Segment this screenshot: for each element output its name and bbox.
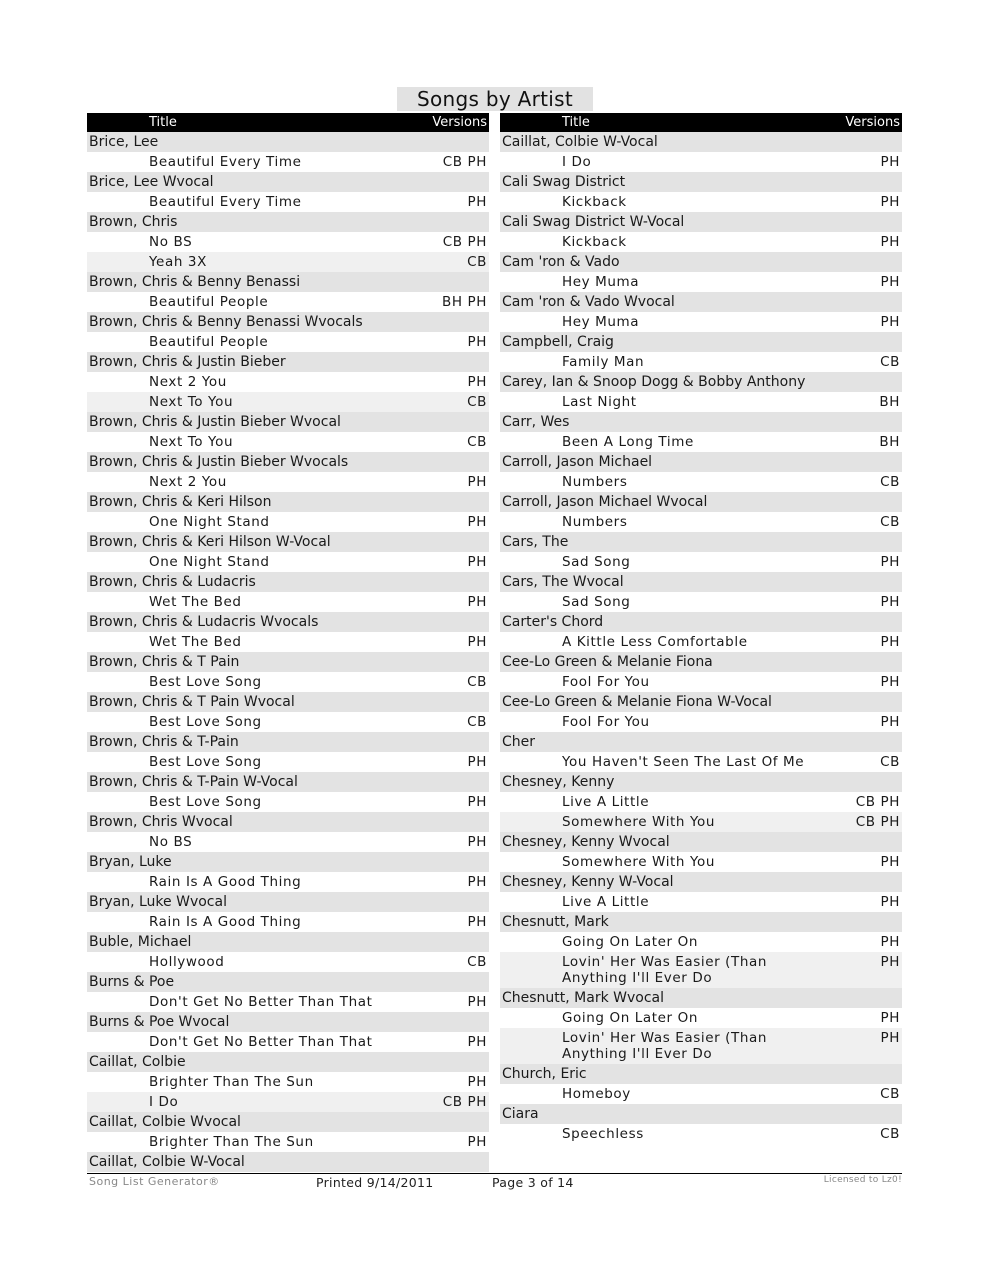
artist-row: Brown, Chris & Keri Hilson	[87, 492, 489, 512]
artist-row: Brown, Chris & Ludacris	[87, 572, 489, 592]
song-row	[87, 472, 489, 492]
artist-row: Caillat, Colbie W-Vocal	[87, 1152, 489, 1172]
song-versions: PH	[467, 334, 487, 350]
song-title: Kickback	[562, 194, 627, 210]
song-title: Beautiful Every Time	[149, 194, 302, 210]
song-row	[87, 672, 489, 692]
song-row	[500, 312, 902, 332]
song-title: Lovin' Her Was Easier (Than Anything I'll Ever Do	[562, 954, 768, 986]
artist-row: Chesney, Kenny W-Vocal	[500, 872, 902, 892]
song-versions: PH	[880, 554, 900, 570]
artist-row: Chesnutt, Mark Wvocal	[500, 988, 902, 1008]
song-versions: PH	[467, 554, 487, 570]
song-row	[500, 852, 902, 872]
song-title: Rain Is A Good Thing	[149, 914, 302, 930]
song-title: Best Love Song	[149, 794, 262, 810]
song-row	[87, 632, 489, 652]
song-row	[87, 792, 489, 812]
song-versions: PH	[467, 754, 487, 770]
song-row	[500, 592, 902, 612]
song-versions: CB	[880, 1086, 900, 1102]
song-versions: PH	[880, 594, 900, 610]
song-title: Wet The Bed	[149, 594, 242, 610]
artist-row: Cee-Lo Green & Melanie Fiona	[500, 652, 902, 672]
song-row	[87, 712, 489, 732]
song-versions: PH	[880, 1030, 900, 1046]
song-row	[87, 232, 489, 252]
song-row	[87, 592, 489, 612]
song-row	[87, 1032, 489, 1052]
song-versions: BH	[879, 394, 900, 410]
artist-row: Brown, Chris & T-Pain	[87, 732, 489, 752]
song-row	[87, 832, 489, 852]
song-row	[87, 1092, 489, 1112]
artist-row: Burns & Poe Wvocal	[87, 1012, 489, 1032]
artist-row: Bryan, Luke Wvocal	[87, 892, 489, 912]
song-title: Don't Get No Better Than That	[149, 1034, 373, 1050]
song-row	[87, 1072, 489, 1092]
song-versions: PH	[467, 874, 487, 890]
artist-row: Brown, Chris & Justin Bieber	[87, 352, 489, 372]
song-row	[87, 912, 489, 932]
song-title: Lovin' Her Was Easier (Than Anything I'll Ever Do	[562, 1030, 768, 1062]
right-column	[500, 113, 902, 1144]
song-title: Kickback	[562, 234, 627, 250]
song-versions: CB	[880, 514, 900, 530]
song-title: Been A Long Time	[562, 434, 694, 450]
artist-row: Caillat, Colbie	[87, 1052, 489, 1072]
song-title: Next 2 You	[149, 374, 227, 390]
artist-row: Cher	[500, 732, 902, 752]
song-title: Don't Get No Better Than That	[149, 994, 373, 1010]
artist-row: Cali Swag District W-Vocal	[500, 212, 902, 232]
artist-row: Brown, Chris & Ludacris Wvocals	[87, 612, 489, 632]
song-list	[87, 132, 489, 1172]
artist-row: Brown, Chris & Benny Benassi Wvocals	[87, 312, 489, 332]
song-versions: CB PH	[855, 814, 900, 830]
artist-row: Cars, The	[500, 532, 902, 552]
artist-row: Brown, Chris & T Pain Wvocal	[87, 692, 489, 712]
song-versions: PH	[880, 1010, 900, 1026]
artist-row: Bryan, Luke	[87, 852, 489, 872]
song-title: Hey Muma	[562, 314, 640, 330]
song-title: Yeah 3X	[149, 254, 207, 270]
song-title: Brighter Than The Sun	[149, 1074, 314, 1090]
song-versions: PH	[880, 314, 900, 330]
song-versions: PH	[880, 194, 900, 210]
footer-generator: Song List Generator®	[89, 1175, 220, 1188]
song-title: I Do	[149, 1094, 179, 1110]
left-column	[87, 113, 489, 1172]
song-versions: PH	[467, 1134, 487, 1150]
song-versions: CB	[467, 954, 487, 970]
song-row	[500, 192, 902, 212]
song-row	[87, 992, 489, 1012]
song-title: I Do	[562, 154, 592, 170]
song-row	[500, 792, 902, 812]
song-versions: PH	[467, 514, 487, 530]
song-row	[500, 552, 902, 572]
song-row	[87, 252, 489, 272]
song-title: Going On Later On	[562, 1010, 698, 1026]
song-title: A Kittle Less Comfortable	[562, 634, 748, 650]
song-title: No BS	[149, 834, 193, 850]
song-title: Rain Is A Good Thing	[149, 874, 302, 890]
song-row	[500, 892, 902, 912]
song-versions: PH	[467, 374, 487, 390]
column-header	[87, 113, 489, 132]
song-row	[500, 1084, 902, 1104]
song-row	[500, 752, 902, 772]
song-row	[500, 1008, 902, 1028]
song-row	[87, 1132, 489, 1152]
song-versions: PH	[467, 194, 487, 210]
song-row	[87, 192, 489, 212]
song-versions: PH	[467, 634, 487, 650]
song-title: Going On Later On	[562, 934, 698, 950]
song-title: Best Love Song	[149, 714, 262, 730]
artist-row: Carr, Wes	[500, 412, 902, 432]
artist-row: Buble, Michael	[87, 932, 489, 952]
artist-row: Chesnutt, Mark	[500, 912, 902, 932]
song-versions: CB	[880, 754, 900, 770]
song-row	[500, 272, 902, 292]
artist-row: Carey, Ian & Snoop Dogg & Bobby Anthony	[500, 372, 902, 392]
title-header: Title	[149, 115, 177, 130]
artist-row: Cali Swag District	[500, 172, 902, 192]
song-versions: PH	[467, 794, 487, 810]
artist-row: Cars, The Wvocal	[500, 572, 902, 592]
song-versions: PH	[467, 914, 487, 930]
song-row	[500, 512, 902, 532]
artist-row: Brown, Chris & Keri Hilson W-Vocal	[87, 532, 489, 552]
song-title: You Haven't Seen The Last Of Me	[562, 754, 805, 770]
song-versions: PH	[880, 234, 900, 250]
song-versions: PH	[880, 894, 900, 910]
song-versions: CB PH	[855, 794, 900, 810]
song-title: Beautiful People	[149, 334, 269, 350]
song-title: Sad Song	[562, 554, 631, 570]
artist-row: Campbell, Craig	[500, 332, 902, 352]
footer-divider	[87, 1173, 902, 1174]
footer-page-number: Page 3 of 14	[492, 1175, 574, 1190]
song-versions: CB	[467, 394, 487, 410]
song-title: Somewhere With You	[562, 814, 716, 830]
song-title: Best Love Song	[149, 674, 262, 690]
song-title: No BS	[149, 234, 193, 250]
song-row	[87, 952, 489, 972]
artist-row: Brown, Chris & T Pain	[87, 652, 489, 672]
song-versions: PH	[467, 994, 487, 1010]
song-title: Numbers	[562, 474, 628, 490]
song-row	[500, 1028, 902, 1064]
page-title: Songs by Artist	[397, 87, 593, 111]
artist-row: Burns & Poe	[87, 972, 489, 992]
song-title: Beautiful Every Time	[149, 154, 302, 170]
song-row	[500, 352, 902, 372]
song-versions: PH	[880, 274, 900, 290]
song-title: Family Man	[562, 354, 645, 370]
song-row	[87, 292, 489, 312]
song-row	[500, 432, 902, 452]
artist-row: Chesney, Kenny Wvocal	[500, 832, 902, 852]
artist-row: Chesney, Kenny	[500, 772, 902, 792]
artist-row: Church, Eric	[500, 1064, 902, 1084]
song-title: Next To You	[149, 434, 234, 450]
song-versions: PH	[467, 1034, 487, 1050]
song-row	[500, 392, 902, 412]
song-title: Speechless	[562, 1126, 644, 1142]
song-row	[500, 932, 902, 952]
song-row	[87, 152, 489, 172]
song-row	[87, 332, 489, 352]
song-row	[500, 672, 902, 692]
song-versions: CB PH	[442, 154, 487, 170]
artist-row: Caillat, Colbie Wvocal	[87, 1112, 489, 1132]
artist-row: Brice, Lee Wvocal	[87, 172, 489, 192]
song-row	[500, 232, 902, 252]
song-title: Sad Song	[562, 594, 631, 610]
song-title: Wet The Bed	[149, 634, 242, 650]
song-row	[87, 372, 489, 392]
artist-row: Carter's Chord	[500, 612, 902, 632]
song-row	[87, 432, 489, 452]
song-title: Beautiful People	[149, 294, 269, 310]
song-versions: CB	[880, 354, 900, 370]
song-title: Fool For You	[562, 714, 650, 730]
song-versions: CB	[467, 434, 487, 450]
song-row	[87, 512, 489, 532]
title-header: Title	[562, 115, 590, 130]
song-versions: PH	[467, 474, 487, 490]
artist-row: Cam 'ron & Vado Wvocal	[500, 292, 902, 312]
song-row	[87, 872, 489, 892]
footer-printed-date: Printed 9/14/2011	[316, 1175, 434, 1190]
song-versions: BH PH	[442, 294, 487, 310]
song-title: Somewhere With You	[562, 854, 716, 870]
song-title: Next To You	[149, 394, 234, 410]
artist-row: Brown, Chris & T-Pain W-Vocal	[87, 772, 489, 792]
song-title: Fool For You	[562, 674, 650, 690]
artist-row: Brown, Chris & Benny Benassi	[87, 272, 489, 292]
song-row	[500, 152, 902, 172]
song-versions: CB PH	[442, 234, 487, 250]
song-versions: PH	[880, 634, 900, 650]
song-row	[500, 812, 902, 832]
artist-row: Brown, Chris & Justin Bieber Wvocals	[87, 452, 489, 472]
song-title: Last Night	[562, 394, 637, 410]
song-row	[87, 392, 489, 412]
song-versions: CB	[880, 474, 900, 490]
song-title: Hollywood	[149, 954, 225, 970]
song-versions: CB	[467, 714, 487, 730]
song-title: Homeboy	[562, 1086, 631, 1102]
song-row	[500, 952, 902, 988]
song-versions: PH	[467, 1074, 487, 1090]
artist-row: Carroll, Jason Michael Wvocal	[500, 492, 902, 512]
song-row	[500, 472, 902, 492]
song-title: Numbers	[562, 514, 628, 530]
footer-license: Licensed to Lz0!	[823, 1175, 902, 1185]
artist-row: Ciara	[500, 1104, 902, 1124]
artist-row: Brown, Chris & Justin Bieber Wvocal	[87, 412, 489, 432]
song-versions: PH	[467, 834, 487, 850]
artist-row: Caillat, Colbie W-Vocal	[500, 132, 902, 152]
song-versions: PH	[467, 594, 487, 610]
song-row	[87, 752, 489, 772]
song-title: One Night Stand	[149, 554, 270, 570]
artist-row: Carroll, Jason Michael	[500, 452, 902, 472]
song-title: Next 2 You	[149, 474, 227, 490]
song-versions: BH	[879, 434, 900, 450]
song-title: Brighter Than The Sun	[149, 1134, 314, 1150]
song-versions: CB	[880, 1126, 900, 1142]
song-title: Hey Muma	[562, 274, 640, 290]
artist-row: Brice, Lee	[87, 132, 489, 152]
artist-row: Cee-Lo Green & Melanie Fiona W-Vocal	[500, 692, 902, 712]
song-versions: PH	[880, 154, 900, 170]
song-versions: CB PH	[442, 1094, 487, 1110]
versions-header: Versions	[845, 115, 900, 130]
versions-header: Versions	[432, 115, 487, 130]
song-versions: CB	[467, 254, 487, 270]
song-row	[500, 1124, 902, 1144]
song-versions: PH	[880, 854, 900, 870]
artist-row: Cam 'ron & Vado	[500, 252, 902, 272]
song-row	[87, 552, 489, 572]
song-title: Best Love Song	[149, 754, 262, 770]
song-versions: PH	[880, 674, 900, 690]
song-versions: CB	[467, 674, 487, 690]
song-row	[500, 712, 902, 732]
song-title: Live A Little	[562, 794, 650, 810]
column-header	[500, 113, 902, 132]
song-row	[500, 632, 902, 652]
artist-row: Brown, Chris	[87, 212, 489, 232]
song-title: Live A Little	[562, 894, 650, 910]
song-title: One Night Stand	[149, 514, 270, 530]
song-versions: PH	[880, 954, 900, 970]
artist-row: Brown, Chris Wvocal	[87, 812, 489, 832]
song-list	[500, 132, 902, 1144]
song-versions: PH	[880, 934, 900, 950]
song-versions: PH	[880, 714, 900, 730]
